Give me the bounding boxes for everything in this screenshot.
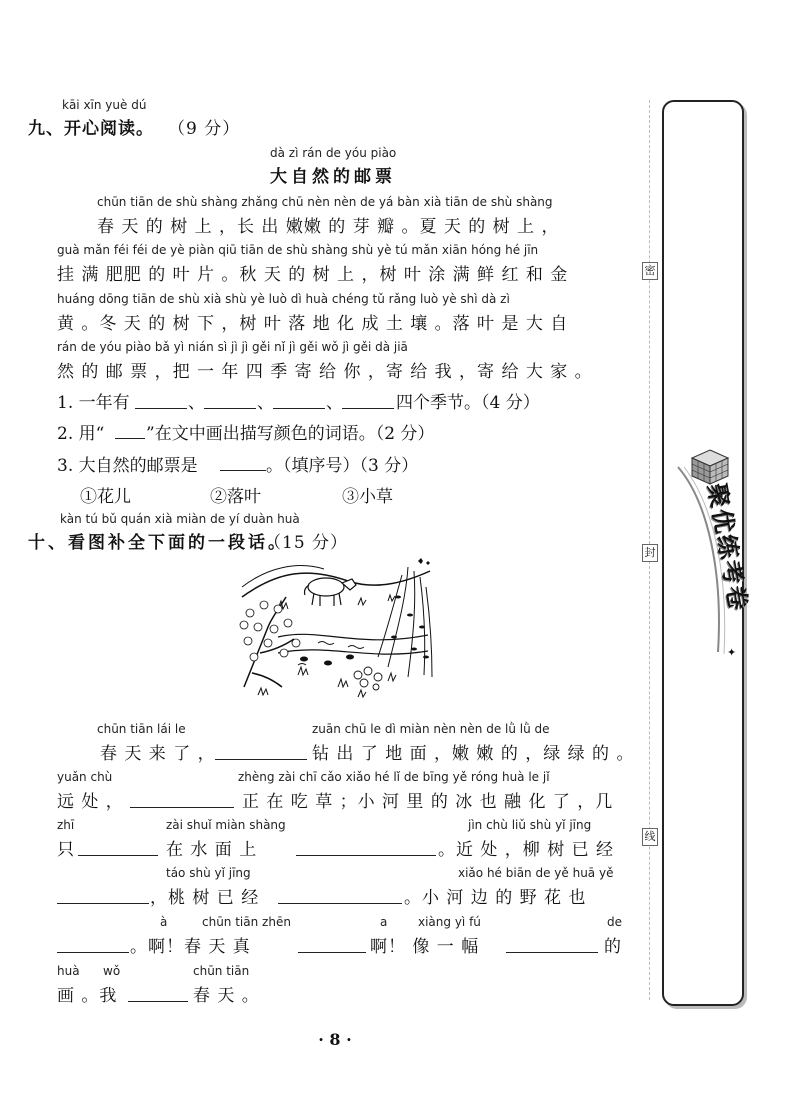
- sec9-heading-pinyin: kāi xīn yuè dú: [62, 98, 147, 112]
- r5-pinyin-3: a: [380, 915, 388, 929]
- r2-pinyin-2: zhèng zài chī cǎo xiǎo hé lǐ de bīng yě róng huà le jǐ: [238, 770, 550, 784]
- r6-pinyin-1: huà: [57, 964, 80, 978]
- q1-answer-blank-1[interactable]: [135, 390, 187, 409]
- r1-pinyin-1: chūn tiān lái le: [97, 722, 186, 736]
- q2-underline-sample: [115, 420, 145, 439]
- sec10-score: （15 分）: [264, 533, 349, 553]
- r5-pinyin-1: à: [160, 915, 168, 929]
- r2-answer-blank[interactable]: [130, 789, 234, 808]
- sec10-heading: 十、看图补全下面的一段话。: [28, 533, 288, 553]
- r5-answer-blank-1[interactable]: [57, 934, 129, 953]
- q3-option-1: ①花儿: [80, 487, 131, 507]
- r4-answer-blank-2[interactable]: [278, 885, 402, 904]
- sec10-heading-pinyin: kàn tú bǔ quán xià miàn de yí duàn huà: [60, 512, 300, 526]
- r5-text-3: 的: [604, 937, 622, 957]
- q1-answer-blank-4[interactable]: [342, 390, 394, 409]
- passage-line-4: 然 的 邮 票 ，把 一 年 四 季 寄 给 你 ，寄 给 我 ，寄 给 大 家 。: [57, 362, 593, 382]
- r1-pinyin-2: zuān chū le dì miàn nèn nèn de lǜ lǜ de: [312, 722, 550, 736]
- side-title-box: [676, 470, 756, 660]
- r6-pinyin-3: chūn tiān: [193, 964, 250, 978]
- seal-char-xian: 线: [642, 828, 658, 846]
- q3-option-2: ②落叶: [210, 487, 261, 507]
- r3-text-2: 在 水 面 上: [166, 840, 258, 860]
- r5-pinyin-2: chūn tiān zhēn: [202, 915, 291, 929]
- passage-line-3-pinyin: huáng dōng tiān de shù xià shù yè luò dì huà chéng tǔ rǎng luò yè shì dà zì: [57, 292, 510, 306]
- passage-title: 大自然的邮票: [270, 167, 396, 187]
- spring-scene-illustration: [238, 557, 434, 705]
- q1-answer-blank-3[interactable]: [273, 390, 325, 409]
- passage-line-4-pinyin: rán de yóu piào bǎ yì nián sì jì jì gěi nǐ jì gěi wǒ jì gěi dà jiā: [57, 340, 408, 354]
- r5-pinyin-4: xiàng yì fú: [418, 915, 481, 929]
- q3-prefix: 3. 大自然的邮票是: [57, 456, 198, 476]
- q1-answer-blank-2[interactable]: [204, 390, 256, 409]
- r5-text-2: 啊！ 像 一 幅: [370, 937, 480, 957]
- r3-answer-blank-2[interactable]: [296, 837, 436, 856]
- passage-line-1-pinyin: chūn tiān de shù shàng zhǎng chū nèn nèn de yá bàn xià tiān de shù shàng: [97, 195, 553, 209]
- passage-line-1: 春 天 的 树 上 ，长 出 嫩嫩 的 芽 瓣 。夏 天 的 树 上 ，: [97, 217, 560, 237]
- q1-sep-1: 、: [188, 393, 206, 413]
- r3-answer-blank-1[interactable]: [78, 837, 158, 856]
- r6-text-2: 春 天 。: [193, 986, 260, 1006]
- sec9-score: （9 分）: [168, 119, 241, 139]
- sec9-heading: 九、开心阅读。: [28, 119, 154, 139]
- q3-suffix: 。（填序号）（3 分）: [266, 456, 419, 476]
- passage-line-3: 黄 。冬 天 的 树 下 ，树 叶 落 地 化 成 土 壤 。落 叶 是 大 自: [57, 314, 569, 334]
- r2-text-1: 远 处 ，: [57, 792, 124, 812]
- side-diamond-icon: ✦: [727, 646, 737, 659]
- r1-text-1: 春 天 来 了 ，: [100, 744, 216, 764]
- r5-answer-blank-3[interactable]: [506, 934, 598, 953]
- r1-text-2: 钻 出 了 地 面 ，嫩 嫩 的 ，绿 绿 的 。: [312, 744, 635, 764]
- r3-text-1: 只: [57, 840, 75, 860]
- r2-pinyin-1: yuǎn chù: [57, 770, 113, 784]
- r3-pinyin-1: zhī: [57, 818, 75, 832]
- r5-pinyin-5: de: [607, 915, 622, 929]
- seal-char-feng: 封: [642, 544, 658, 562]
- seal-char-mi: 密: [642, 262, 658, 280]
- r3-pinyin-3: jìn chù liǔ shù yǐ jīng: [468, 818, 592, 832]
- r6-text-1: 画 。我: [57, 986, 118, 1006]
- r4-pinyin-1: táo shù yǐ jīng: [166, 866, 251, 880]
- q1-suffix: 四个季节。（4 分）: [396, 393, 540, 413]
- side-title: 聚优练考卷: [702, 481, 753, 614]
- q1-sep-2: 、: [257, 393, 275, 413]
- r3-text-3: 。近 处 ，柳 树 已 经: [438, 840, 615, 860]
- q1-prefix: 1. 一年有: [57, 393, 130, 413]
- q1-sep-3: 、: [326, 393, 344, 413]
- r6-pinyin-2: wǒ: [103, 964, 121, 978]
- passage-title-pinyin: dà zì rán de yóu piào: [270, 146, 397, 160]
- r5-text-1: 。啊！春 天 真: [130, 937, 251, 957]
- passage-line-2: 挂 满 肥肥 的 叶 片 。秋 天 的 树 上 ，树 叶 涂 满 鲜 红 和 金: [57, 265, 569, 285]
- q3-answer-blank[interactable]: [220, 452, 266, 471]
- r4-pinyin-2: xiǎo hé biān de yě huā yě: [458, 866, 614, 880]
- r3-pinyin-2: zài shuǐ miàn shàng: [166, 818, 286, 832]
- r4-answer-blank-1[interactable]: [57, 885, 149, 904]
- r1-answer-blank[interactable]: [215, 741, 307, 760]
- r6-answer-blank[interactable]: [128, 983, 188, 1002]
- page-number: · 8 ·: [318, 1030, 352, 1049]
- q3-option-3: ③小草: [342, 487, 393, 507]
- r4-text-2: 。小 河 边 的 野 花 也: [404, 888, 587, 908]
- r2-text-2: 正 在 吃 草 ；小 河 里 的 冰 也 融 化 了 ，几: [242, 792, 614, 812]
- passage-line-2-pinyin: guà mǎn féi féi de yè piàn qiū tiān de shù shàng shù yè tú mǎn xiān hóng hé jīn: [57, 243, 539, 257]
- r5-answer-blank-2[interactable]: [298, 934, 366, 953]
- q2-suffix: ”在文中画出描写颜色的词语。（2 分）: [146, 424, 435, 444]
- r4-text-1: ，桃 树 已 经: [150, 888, 260, 908]
- q2-prefix: 2. 用“: [57, 424, 105, 444]
